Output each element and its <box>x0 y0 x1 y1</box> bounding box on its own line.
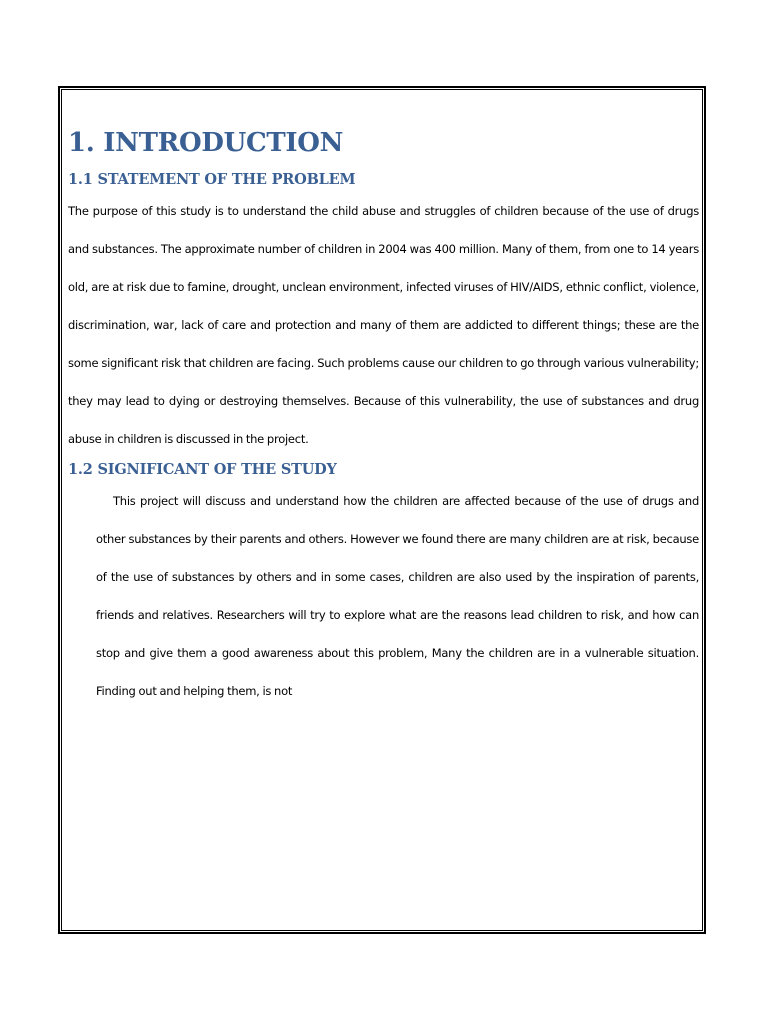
section-paragraph-significance: This project will discuss and understand how the children are affected because of the use of drugs and other substances by their parents and others. However we found there are many children are at risk, because of the use of substances by others and in some cases, children are also used by the inspiration of parents, friends and relatives. Researchers will try to explore what are the reasons lead children to risk, and how can stop and give them a good awareness about this problem, Many the children are in a vulnerable situation. Finding out and helping them, is not <box>96 494 699 698</box>
chapter-title: 1. INTRODUCTION <box>68 128 344 158</box>
section-heading-significance: 1.2 SIGNIFICANT OF THE STUDY <box>68 461 337 478</box>
section-heading-statement: 1.1 STATEMENT OF THE PROBLEM <box>68 171 356 188</box>
document-content <box>68 118 699 710</box>
section-paragraph-statement: The purpose of this study is to understand the child abuse and struggles of children because of the use of drugs and substances. The approximate number of children in 2004 was 400 million. Many of them, from one to 14 years old, are at risk due to famine, drought, unclean environment, infected viruses of HIV/AIDS, ethnic conflict, violence, discrimination, war, lack of care and protection and many of them are addicted to different things; these are the some significant risk that children are facing. Such problems cause our children to go through various vulnerability; they may lead to dying or destroying themselves. Because of this vulnerability, the use of substances and drug abuse in children is discussed in the project. <box>68 204 699 446</box>
